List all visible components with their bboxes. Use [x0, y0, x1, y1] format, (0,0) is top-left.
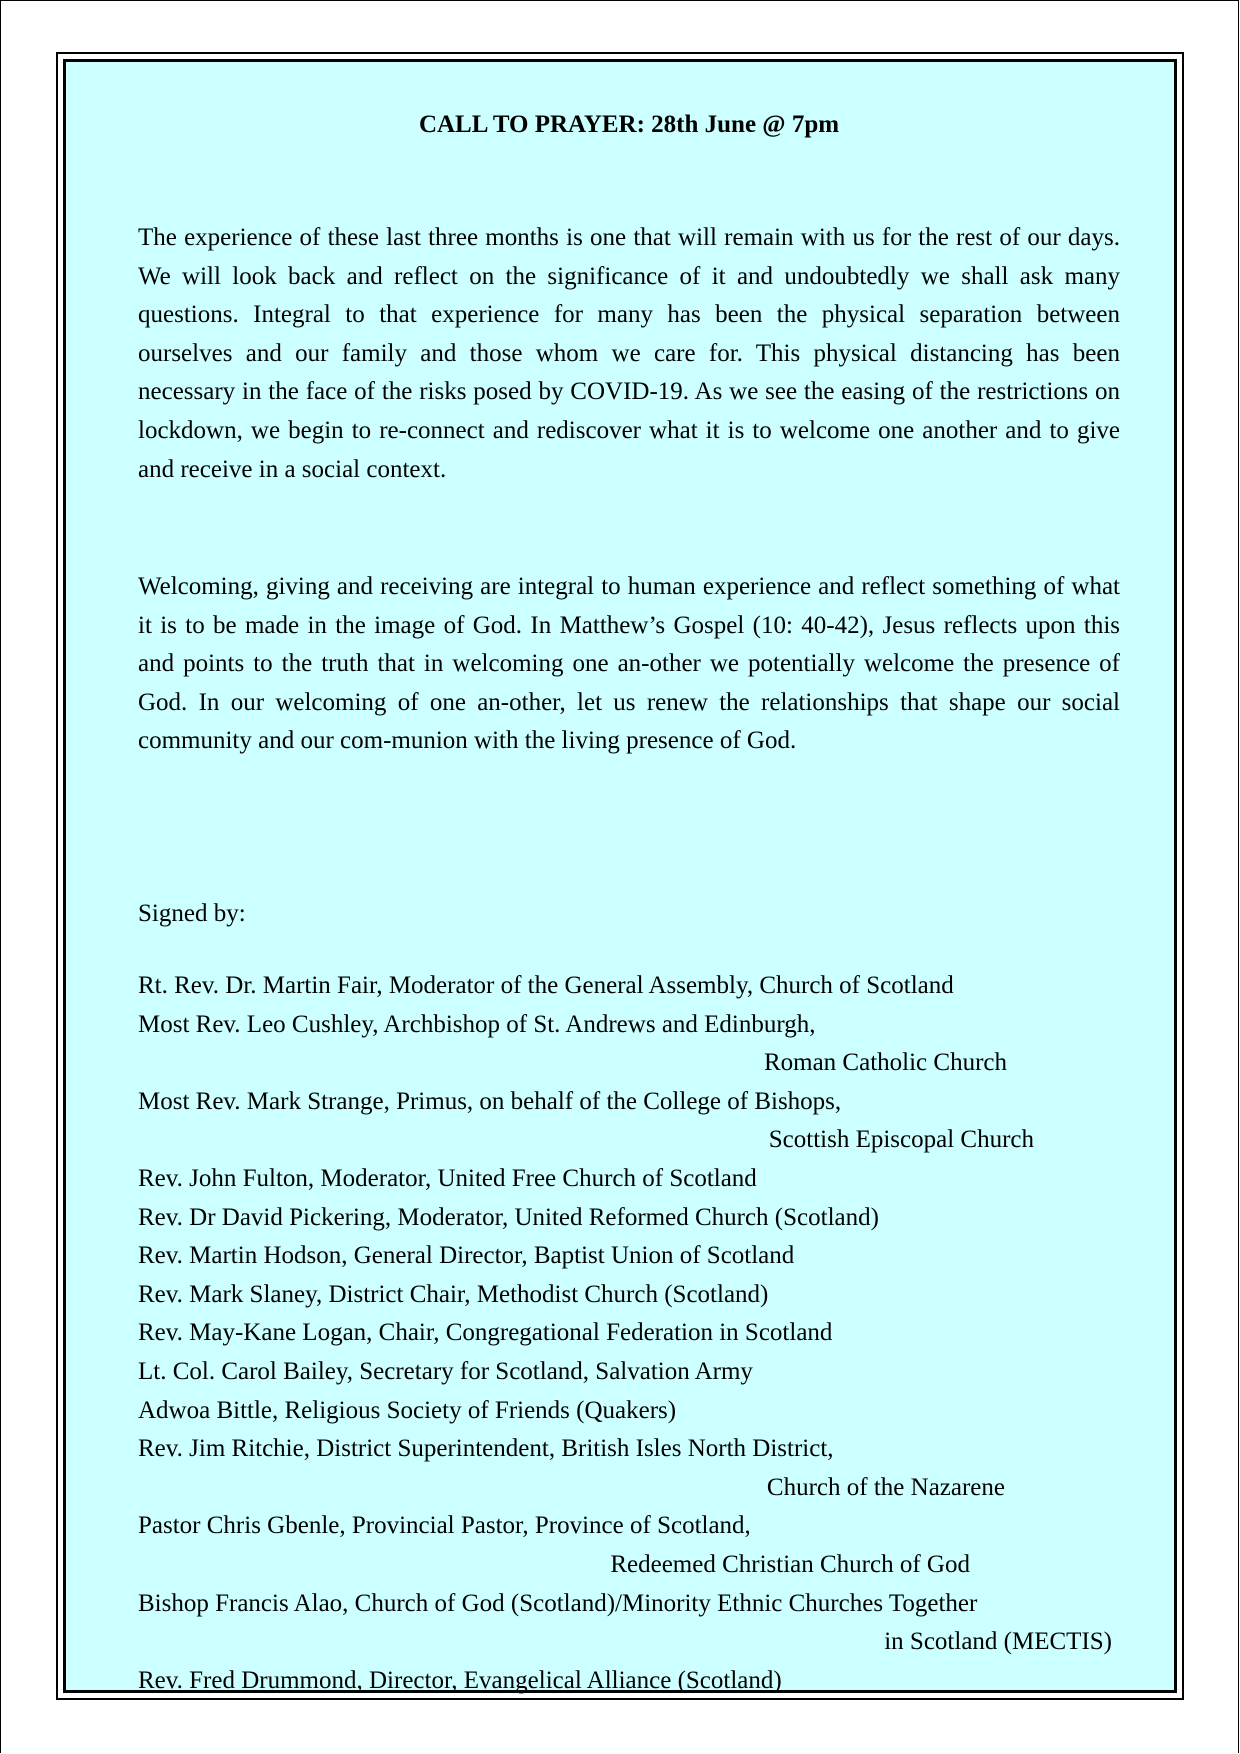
signatory-item — [138, 1237, 1120, 1276]
signatory-item — [138, 1083, 1120, 1160]
signatory-name: Bishop Francis Alao, Church of God (Scotland)/Minority Ethnic Churches Together — [138, 1589, 978, 1617]
signatory-church: Scottish Episcopal Church — [768, 1126, 1034, 1154]
paragraph-1: The experience of these last three months is one that will remain with us for the rest of our days. We will look back and reflect on the significance of it and undoubtedly we shall ask many questions. Integral to that experience for many has been the physical separation between ourselves and our family and those whom we care for. This physical distancing has been necessary in the face of the risks posed by COVID-19. As we see the easing of the restrictions on lockdown, we begin to re-connect and rediscover what it is to welcome one another and to give and receive in a social context. — [138, 224, 1120, 483]
signatory-name: Rev. Fred Drummond, Director, Evangelical Alliance (Scotland) — [138, 1666, 782, 1694]
signatory-church: Roman Catholic Church — [763, 1049, 1007, 1077]
signatory-name: Rev. John Fulton, Moderator, United Free Church of Scotland — [138, 1164, 757, 1192]
signatory-name: Rev. Jim Ritchie, District Superintendent, British Isles North District, — [138, 1435, 834, 1463]
paragraph-2: Welcoming, giving and receiving are integral to human experience and reflect something of what it is to be made in the image of God. In Matthew’s Gospel (10: 40-42), Jesus reflects upon this and points to the truth that in welcoming one an-other we potentially welcome the presence of God. In our welcoming of one an-other, let us renew the relationships that shape our social community and our com-munion with the living presence of God. — [138, 573, 1120, 755]
signatory-list — [138, 967, 1120, 1700]
document-frame — [56, 52, 1184, 1700]
signed-by-label: Signed by: — [138, 900, 246, 927]
signatory-item — [138, 1160, 1120, 1199]
signatory-item — [138, 967, 1120, 1006]
signatory-name: Pastor Chris Gbenle, Provincial Pastor, Province of Scotland, — [138, 1512, 751, 1540]
signatory-name: Rev. Martin Hodson, General Director, Baptist Union of Scotland — [138, 1242, 795, 1270]
signatory-item — [138, 1006, 1120, 1083]
signatory-item — [138, 1585, 1120, 1662]
signatory-name: Most Rev. Leo Cushley, Archbishop of St. Andrews and Edinburgh, — [138, 1010, 816, 1038]
signatory-name: Rev. Dr David Pickering, Moderator, United Reformed Church (Scotland) — [138, 1203, 879, 1231]
document-title: CALL TO PRAYER: 28th June @ 7pm — [418, 111, 840, 138]
signatory-church: Church of the Nazarene — [766, 1473, 1005, 1501]
document-panel — [63, 59, 1177, 1693]
signatory-item — [138, 1507, 1120, 1584]
signatory-item — [138, 1662, 1120, 1701]
signatory-name: Rev. Mark Slaney, District Chair, Methodist Church (Scotland) — [138, 1280, 769, 1308]
signatory-name: Most Rev. Mark Strange, Primus, on behalf of the College of Bishops, — [138, 1087, 842, 1115]
signatory-item — [138, 1199, 1120, 1238]
signatory-name: Rev. May-Kane Logan, Chair, Congregational Federation in Scotland — [138, 1319, 833, 1347]
signatory-item — [138, 1314, 1120, 1353]
signatory-name: Rt. Rev. Dr. Martin Fair, Moderator of the General Assembly, Church of Scotland — [138, 972, 954, 999]
signatory-name: Adwoa Bittle, Religious Society of Friends (Quakers) — [138, 1396, 677, 1424]
signatory-item — [138, 1430, 1120, 1507]
signatory-item — [138, 1353, 1120, 1392]
signatory-church: in Scotland (MECTIS) — [884, 1628, 1112, 1656]
signatory-church: Redeemed Christian Church of God — [610, 1550, 970, 1578]
signatory-item — [138, 1276, 1120, 1315]
signatory-item — [138, 1392, 1120, 1431]
signatory-name: Lt. Col. Carol Bailey, Secretary for Scotland, Salvation Army — [138, 1357, 753, 1385]
